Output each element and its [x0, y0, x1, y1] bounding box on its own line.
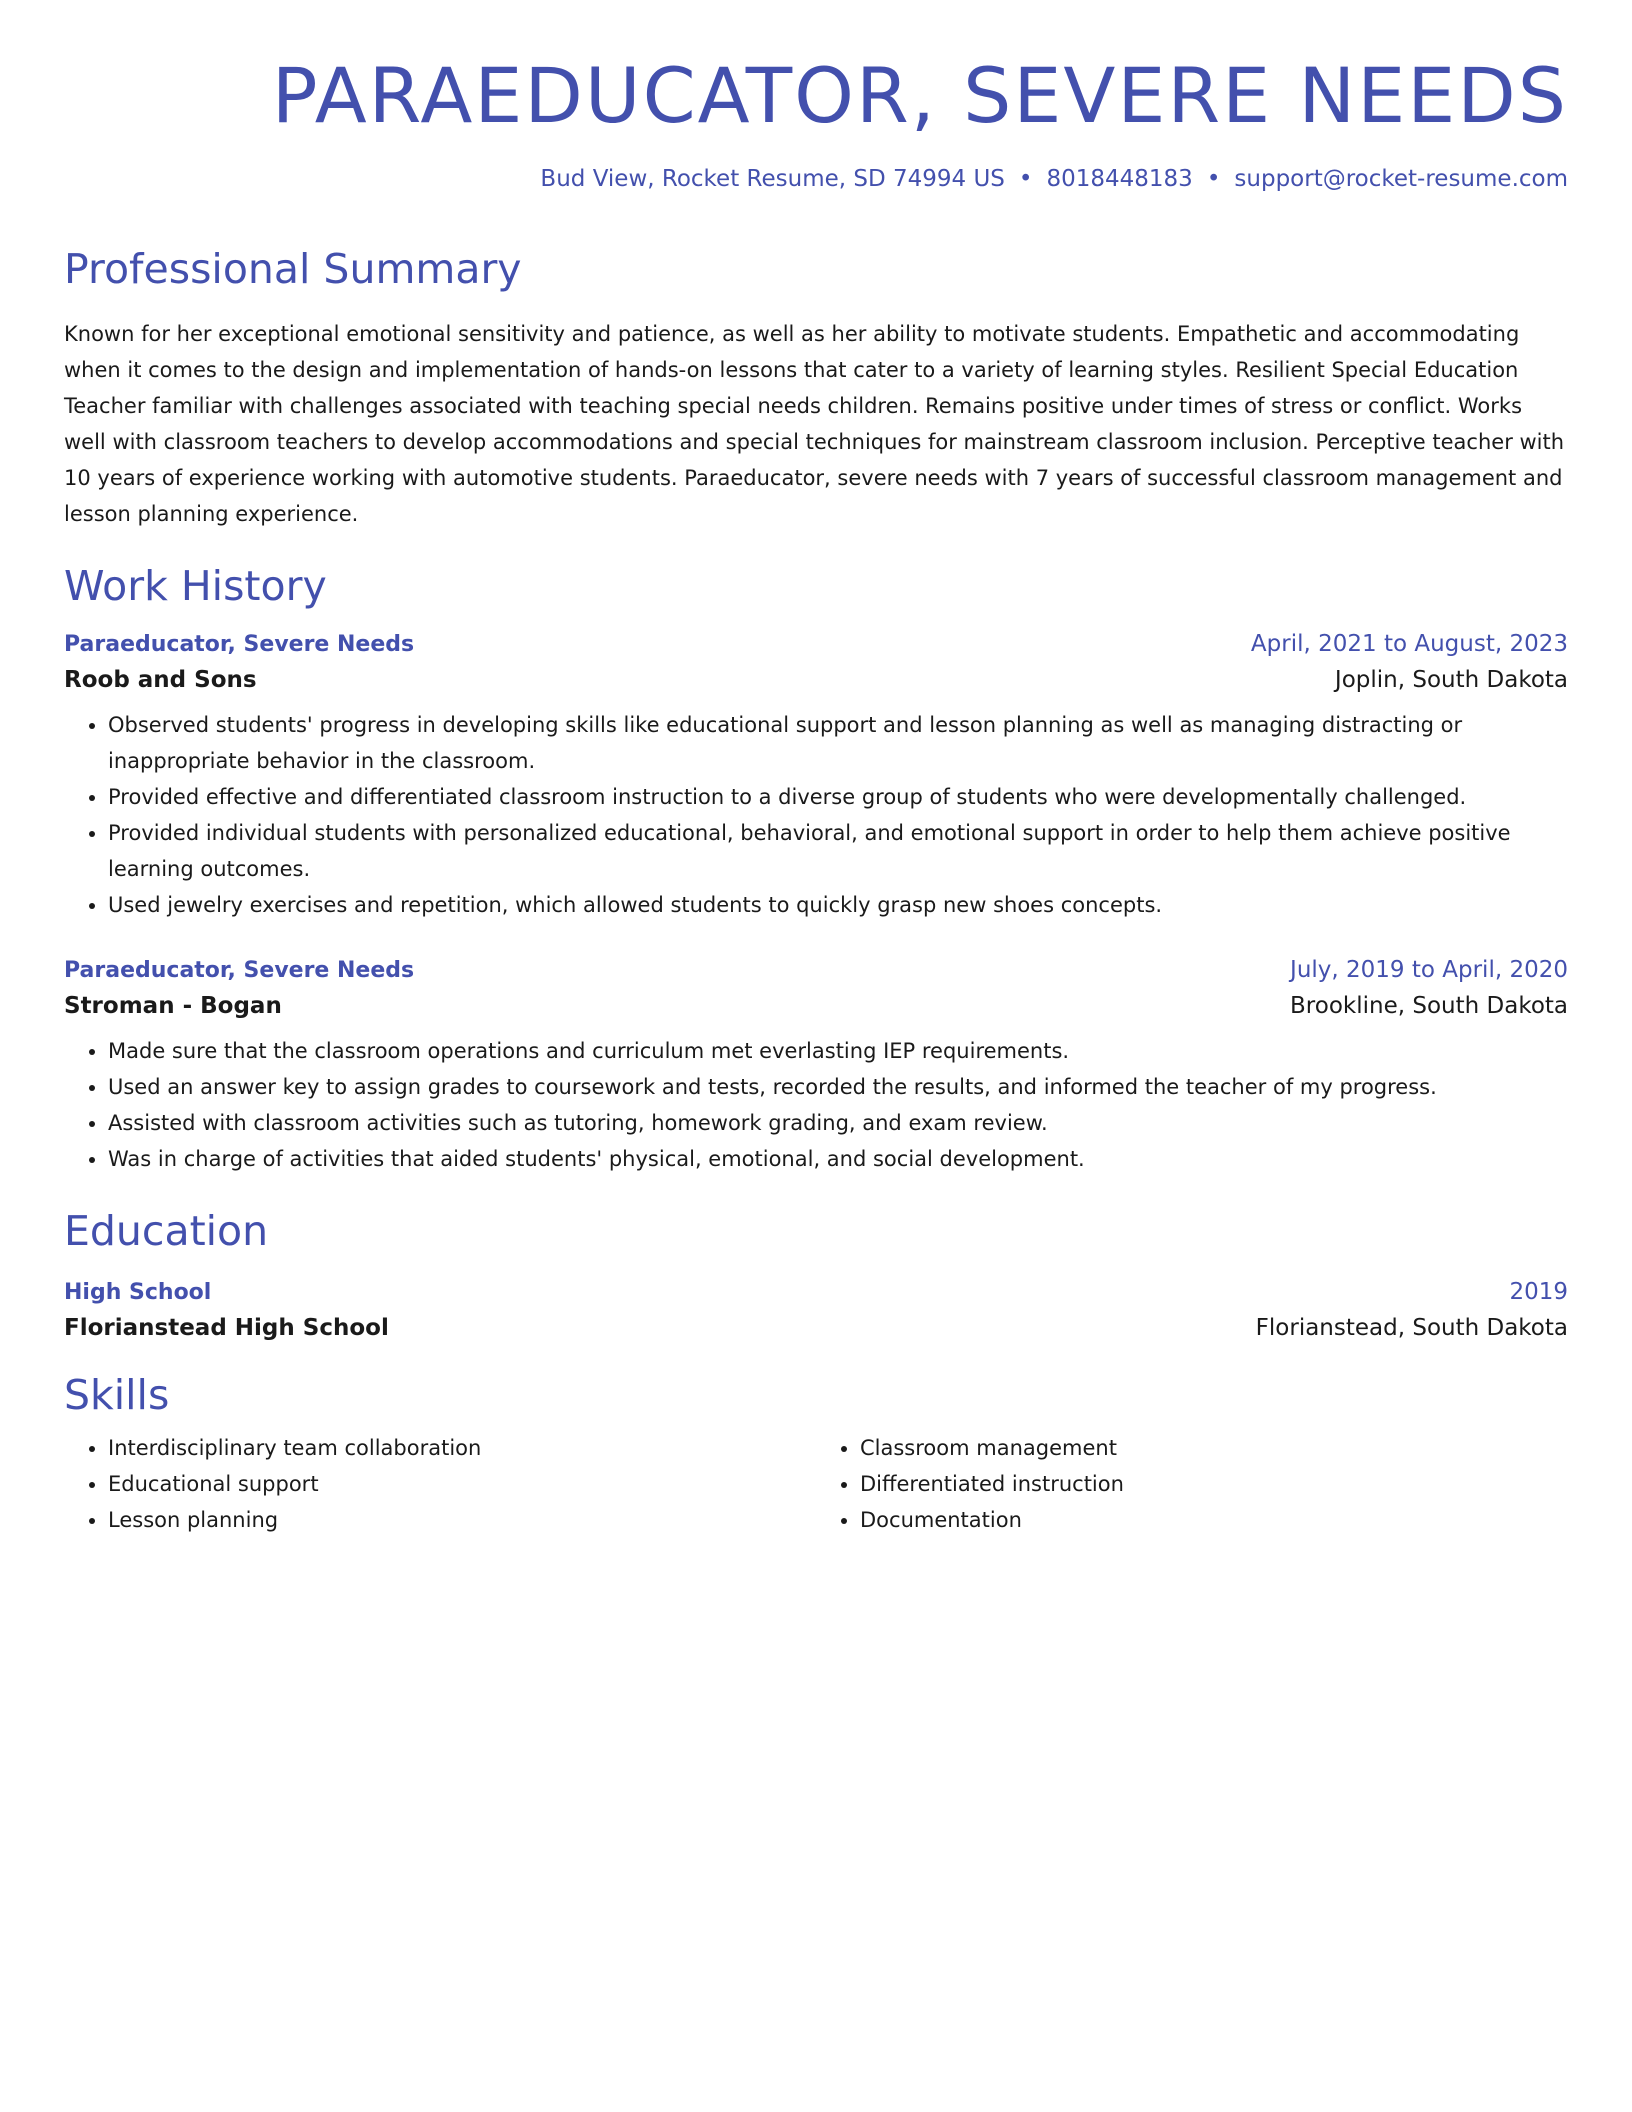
skills-heading: Skills: [64, 1370, 170, 1419]
job-bullets: [64, 1033, 1568, 1177]
education-school-row: [64, 1305, 1568, 1341]
job-bullet: • Provided individual students with personalized educational, behavioral, and emotional support in order to help them achieve positive learning outcomes.: [108, 815, 1568, 887]
job-bullet: • Provided effective and differentiated classroom instruction to a diverse group of students who were developmentally challenged.: [108, 779, 1568, 815]
education-school: Florianstead High School: [64, 1314, 389, 1341]
summary-heading: Professional Summary: [64, 245, 522, 294]
job-bullet: • Used jewelry exercises and repetition, which allowed students to quickly grasp new shoes concepts.: [108, 887, 1568, 923]
skills-column-right: [816, 1430, 1568, 1538]
skill-item: • Lesson planning: [108, 1502, 816, 1538]
contact-email[interactable]: support@rocket-resume.com: [1234, 166, 1568, 193]
job-entry: [64, 957, 1568, 1177]
education-entry: [64, 1279, 1568, 1341]
contact-separator: •: [1206, 166, 1221, 193]
job-bullets: [64, 707, 1568, 923]
skill-item: • Educational support: [108, 1466, 816, 1502]
contact-phone: 8018448183: [1046, 166, 1193, 193]
job-entry: [64, 631, 1568, 923]
job-title: Paraeducator, Severe Needs: [64, 632, 415, 658]
job-employer: Stroman - Bogan: [64, 993, 282, 1020]
education-degree: High School: [64, 1279, 212, 1305]
skills-column-left: [64, 1430, 816, 1538]
job-header-row: [64, 957, 1568, 983]
education-location: Florianstead, South Dakota: [1255, 1314, 1568, 1341]
job-location: Joplin, South Dakota: [1334, 667, 1568, 694]
resume-name: PARAEDUCATOR, SEVERE NEEDS: [271, 51, 1568, 140]
contact-separator: •: [1018, 166, 1033, 193]
education-heading: Education: [64, 1207, 269, 1256]
skill-item: • Interdisciplinary team collaboration: [108, 1430, 816, 1466]
summary-text: Known for her exceptional emotional sensitivity and patience, as well as her ability to motivate students. Empathetic and accommodating when it comes to the design and implementation of hands-on lessons that cater to a variety of learning styles. Resilient Special Education Teacher familiar with challenges associated with teaching special needs children. Remains positive under times of stress or conflict. Works well with classroom teachers to develop accommodations and special techniques for mainstream classroom inclusion. Perceptive teacher with 10 years of experience working with automotive students. Paraeducator, severe needs with 7 years of successful classroom management and lesson planning experience.: [64, 322, 1565, 527]
job-location: Brookline, South Dakota: [1290, 993, 1568, 1020]
job-title: Paraeducator, Severe Needs: [64, 958, 415, 984]
job-employer-row: [64, 657, 1568, 693]
job-bullet: • Made sure that the classroom operations and curriculum met everlasting IEP requirements.: [108, 1033, 1568, 1069]
job-bullet: • Used an answer key to assign grades to coursework and tests, recorded the results, and informed the teacher of my progress.: [108, 1069, 1568, 1105]
skill-item: • Classroom management: [860, 1430, 1568, 1466]
job-header-row: [64, 631, 1568, 657]
job-employer-row: [64, 983, 1568, 1019]
skills-grid: [64, 1430, 1568, 1538]
job-dates: July, 2019 to April, 2020: [1290, 957, 1568, 984]
skills-list: [816, 1430, 1568, 1538]
job-bullet: • Observed students' progress in developing skills like educational support and lesson planning as well as managing distracting or inappropriate behavior in the classroom.: [108, 707, 1568, 779]
job-bullet: • Assisted with classroom activities such as tutoring, homework grading, and exam review.: [108, 1105, 1568, 1141]
education-year: 2019: [1509, 1278, 1568, 1305]
skill-item: • Differentiated instruction: [860, 1466, 1568, 1502]
job-employer: Roob and Sons: [64, 667, 257, 694]
contact-address: Bud View, Rocket Resume, SD 74994 US: [540, 166, 1005, 193]
contact-line: [64, 165, 1568, 195]
skill-item: • Documentation: [860, 1502, 1568, 1538]
job-bullet: • Was in charge of activities that aided students' physical, emotional, and social development.: [108, 1141, 1568, 1177]
education-header-row: [64, 1279, 1568, 1305]
skills-list: [64, 1430, 816, 1538]
work-history-heading: Work History: [64, 562, 327, 611]
job-dates: April, 2021 to August, 2023: [1250, 631, 1568, 658]
